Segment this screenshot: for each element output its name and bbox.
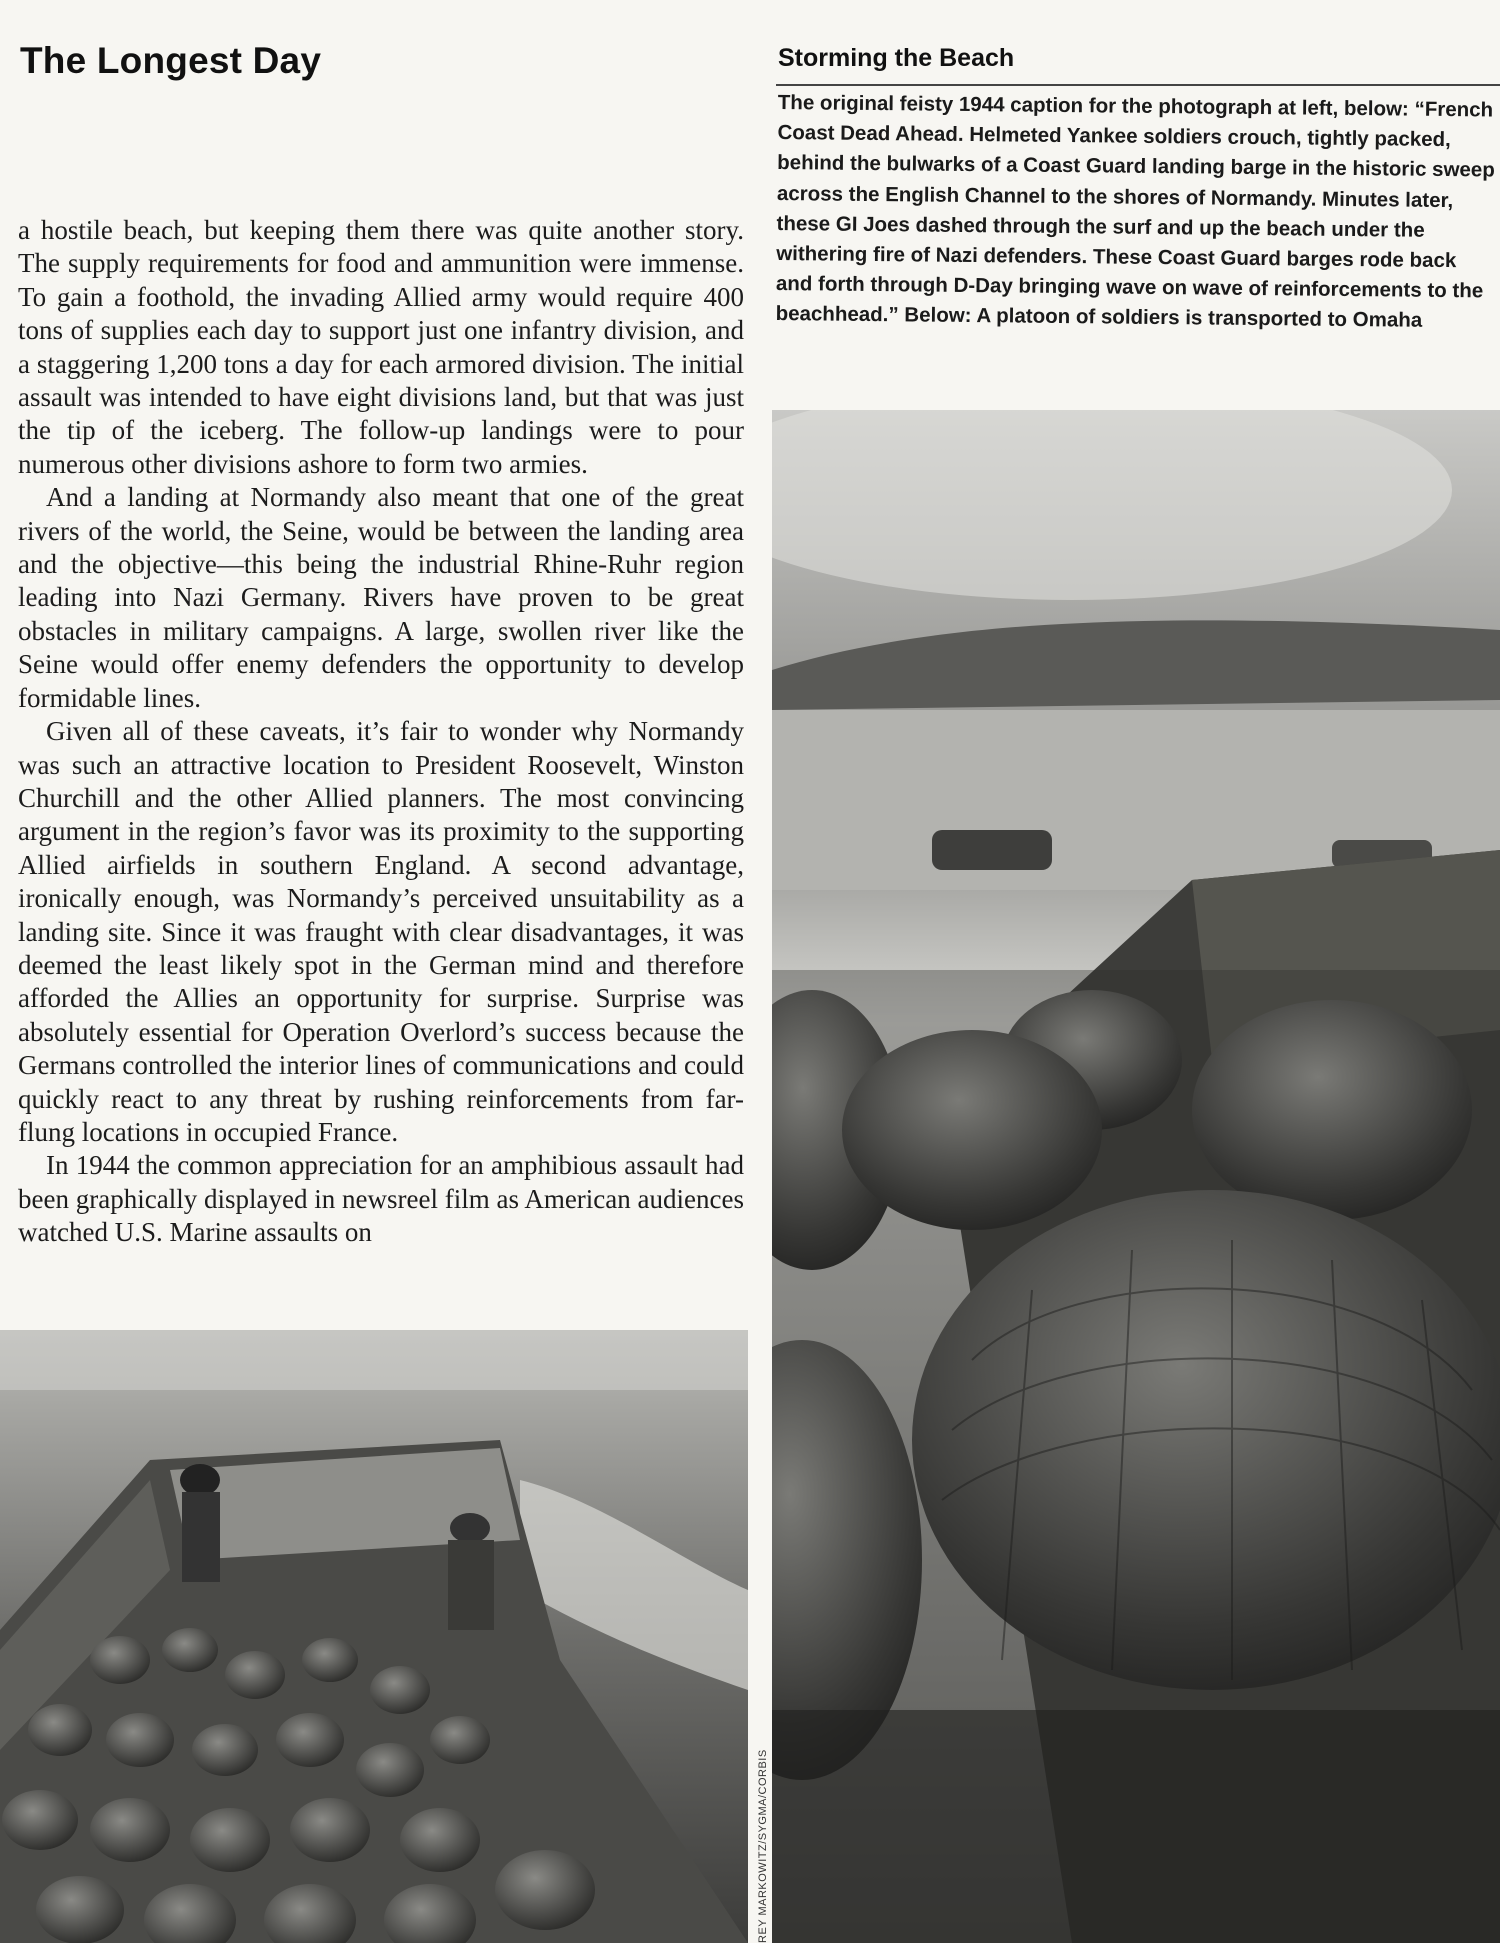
body-paragraph: In 1944 the common appreciation for an amphibious assault had been graphically displayed in newsreel film as American audiences watched U.S. Marine assaults on xyxy=(18,1150,744,1248)
body-text xyxy=(18,214,744,1250)
body-paragraph: Given all of these caveats, it’s fair to wonder why Normandy was such an attractive location to President Roosevelt, Winston Churchill and the other Allied planners. The most convincing argument in the region’s favor was its proximity to the supporting Allied airfields in southern England. A second advantage, ironically enough, was Normandy’s perceived unsuitability as a landing site. Since it was fraught with clear disadvantages, it was deemed the least likely spot in the German mind and therefore afforded the Allies an opportunity for surprise. Surprise was absolutely essential for Operation Overlord’s success because the Germans controlled the interior lines of communications and could quickly react to any threat by rushing reinforcements from far-flung locations in occupied France. xyxy=(18,716,744,1147)
omaha-platoon-photo-art xyxy=(772,410,1500,1943)
landing-barge-photo-art xyxy=(0,1330,748,1943)
sidebar-rule xyxy=(776,84,1500,86)
sidebar-title: Storming the Beach xyxy=(778,44,1015,72)
running-head: The Longest Day xyxy=(20,40,322,81)
omaha-platoon-photo xyxy=(772,410,1500,1943)
body-paragraph: And a landing at Normandy also meant that one of the great rivers of the world, the Seine, would be between the landing area and the objective—this being the industrial Rhine-Ruhr region leading into Nazi Germany. Rivers have proven to be great obstacles in military campaigns. A large, swollen river like the Seine would offer enemy defenders the opportunity to develop formidable lines. xyxy=(18,482,744,713)
landing-barge-photo xyxy=(0,1330,748,1943)
photo-credit: REY MARKOWITZ/SYGMA/CORBIS xyxy=(757,1749,769,1943)
sidebar-caption: The original feisty 1944 caption for the photograph at left, below: “French Coast Dead Ahead. Helmeted Yankee soldiers crouch, tightly packed, behind the bulwarks of a Coast Guard landing barge in the historic sweep across the English Channel to the shores of Normandy. Minutes later, these GI Joes dashed through the surf and up the beach under the withering fire of Nazi defenders. These Coast Guard barges rode back and forth through D-Day bringing wave on wave of reinforcements to the beachhead.” Below: A platoon of soldiers is transported to Omaha xyxy=(775,90,1495,333)
body-paragraph: a hostile beach, but keeping them there was quite another story. The supply requirements for food and ammunition were immense. To gain a foothold, the invading Allied army would require 400 tons of supplies each day to support just one infantry division, and a staggering 1,200 tons a day for each armored division. The initial assault was intended to have eight divisions land, but that was just the tip of the iceberg. The follow-up landings were to pour numerous other divisions ashore to form two armies. xyxy=(18,215,744,479)
